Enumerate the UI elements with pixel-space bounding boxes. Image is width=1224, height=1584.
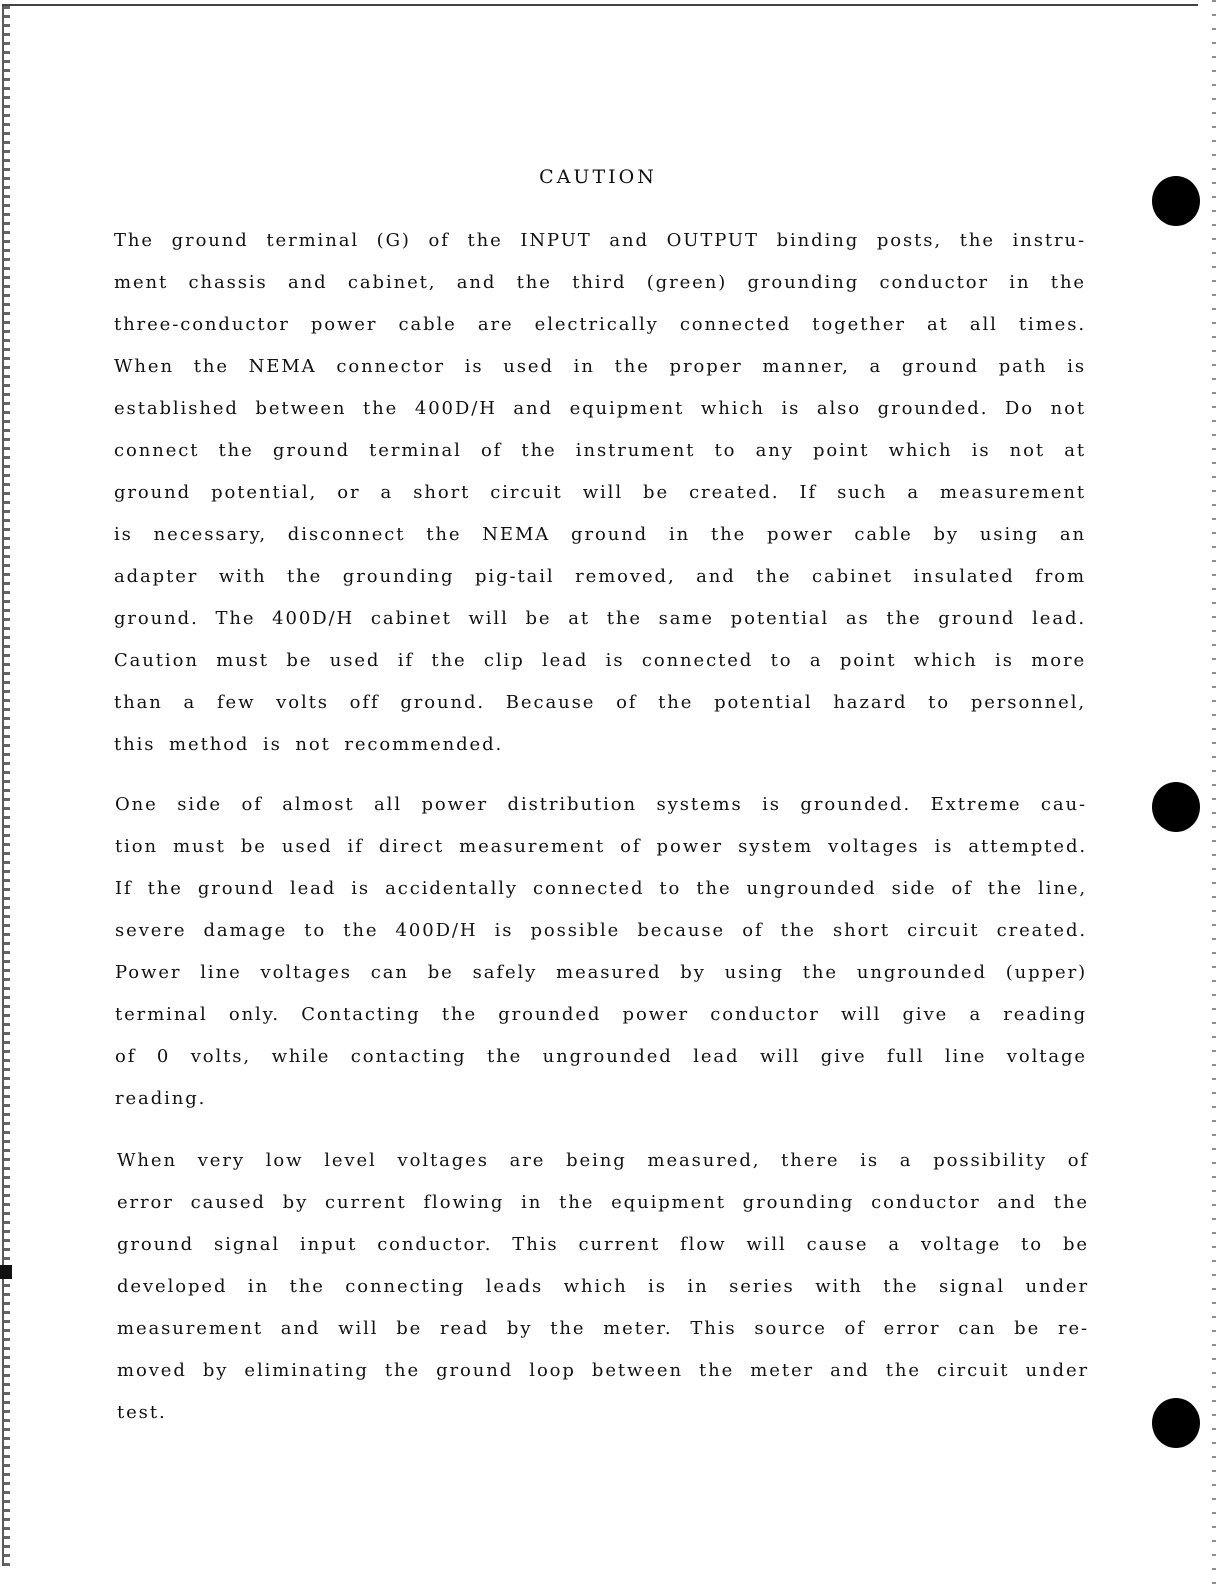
text-line: three-conductor power cable are electrically connected together at all times.: [114, 314, 1086, 335]
text-line: severe damage to the 400D/H is possible because of the short circuit created.: [115, 920, 1087, 941]
paragraph-power-distribution: [115, 784, 1087, 1120]
text-line: Power line voltages can be safely measured by using the ungrounded (upper): [115, 962, 1087, 983]
text-line: One side of almost all power distribution systems is grounded. Extreme cau-: [115, 794, 1087, 815]
text-line: than a few volts off ground. Because of the potential hazard to personnel,: [114, 692, 1086, 713]
text-line: moved by eliminating the ground loop between the meter and the circuit under: [117, 1360, 1089, 1381]
page-right-edge: [1212, 0, 1216, 1584]
text-line: adapter with the grounding pig-tail removed, and the cabinet insulated from: [114, 566, 1086, 587]
text-line: developed in the connecting leads which is in series with the signal under: [117, 1276, 1089, 1297]
text-line: of 0 volts, while contacting the ungrounded lead will give full line voltage: [115, 1046, 1087, 1067]
text-line: ground. The 400D/H cabinet will be at the same potential as the ground lead.: [114, 608, 1086, 629]
text-line: The ground terminal (G) of the INPUT and OUTPUT binding posts, the instru-: [114, 230, 1086, 251]
text-line: connect the ground terminal of the instrument to any point which is not at: [114, 440, 1086, 461]
text-line: ment chassis and cabinet, and the third (green) grounding conductor in the: [114, 272, 1086, 293]
text-line: When the NEMA connector is used in the proper manner, a ground path is: [114, 356, 1086, 377]
punch-hole-middle: [1152, 782, 1200, 832]
paragraph-ground-terminal: [114, 220, 1086, 766]
page-top-edge: [2, 4, 1198, 6]
text-line: is necessary, disconnect the NEMA ground in the power cable by using an: [114, 524, 1086, 545]
text-line: If the ground lead is accidentally connected to the ungrounded side of the line,: [115, 878, 1087, 899]
binder-clip-mark: [0, 1265, 12, 1279]
paragraph-low-level-voltages: [117, 1140, 1089, 1434]
text-line: ground potential, or a short circuit will be created. If such a measurement: [114, 482, 1086, 503]
text-line: established between the 400D/H and equipment which is also grounded. Do not: [114, 398, 1086, 419]
text-line: terminal only. Contacting the grounded power conductor will give a reading: [115, 1004, 1087, 1025]
page-left-edge: [2, 6, 10, 1566]
text-line: tion must be used if direct measurement of power system voltages is attempted.: [115, 836, 1087, 857]
text-line: test.: [117, 1402, 167, 1423]
text-line: Caution must be used if the clip lead is connected to a point which is more: [114, 650, 1086, 671]
text-line: measurement and will be read by the meter. This source of error can be re-: [117, 1318, 1089, 1339]
punch-hole-bottom: [1152, 1398, 1200, 1448]
text-line: ground signal input conductor. This current flow will cause a voltage to be: [117, 1234, 1089, 1255]
caution-heading: CAUTION: [539, 166, 657, 188]
text-line: this method is not recommended.: [114, 734, 504, 755]
text-line: When very low level voltages are being measured, there is a possibility of: [117, 1150, 1089, 1171]
text-line: reading.: [115, 1088, 207, 1109]
text-line: error caused by current flowing in the equipment grounding conductor and the: [117, 1192, 1089, 1213]
